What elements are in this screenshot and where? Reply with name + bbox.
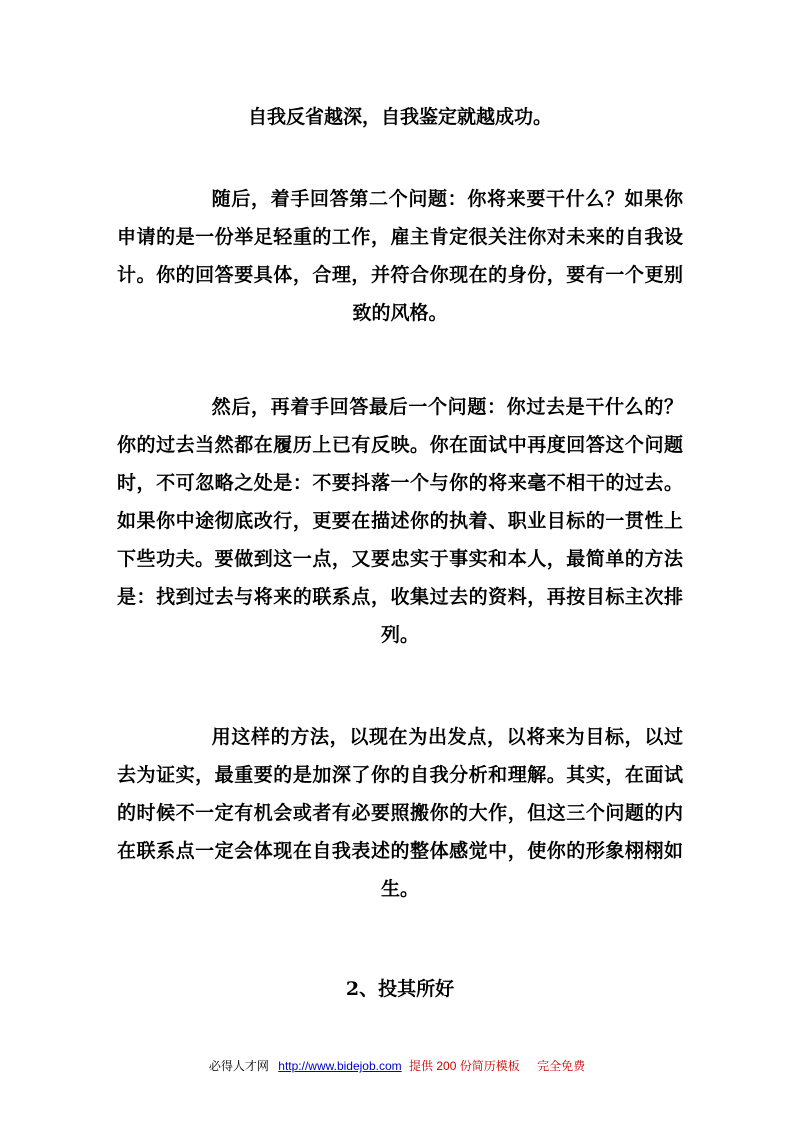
paragraph-method-summary: 用这样的方法，以现在为出发点，以将来为目标，以过去为证实，最重要的是加深了你的自我分析和理解。其实，在面试的时候不一定有机会或者有必要照搬你的大作，但这三个问题的内在联系点一定会体现在自我表述的整体感觉中，使你的形象栩栩如生。	[117, 726, 683, 900]
paragraph-past-question: 然后，再着手回答最后一个问题：你过去是干什么的？你的过去当然都在履历上已有反映。你在面试中再度回答这个问题时，不可忽略之处是：不要抖落一个与你的将来毫不相干的过去。如果你中途彻底改行，更要在描述你的执着、职业目标的一贯性上下些功夫。要做到这一点，又要忠实于事实和本人，最简单的方法是：找到过去与将来的联系点，收集过去的资料，再按目标主次排列。	[117, 396, 683, 646]
footer-offer-text: 提供 200 份简历模板	[409, 1059, 520, 1073]
footer-url-link[interactable]: http://www.bidejob.com	[278, 1059, 402, 1073]
page-footer	[0, 1057, 794, 1074]
footer-site-name: 必得人才网	[208, 1059, 269, 1073]
footer-free-text: 完全免费	[537, 1059, 586, 1073]
paragraph-self-reflection: 自我反省越深，自我鉴定就越成功。	[247, 106, 552, 128]
section-heading: 2、投其所好	[345, 978, 455, 1000]
paragraph-future-question: 随后，着手回答第二个问题：你将来要干什么？如果你申请的是一份举足轻重的工作，雇主肯定很关注你对未来的自我设计。你的回答要具体，合理，并符合你现在的身份，要有一个更别致的风格。	[117, 188, 683, 324]
